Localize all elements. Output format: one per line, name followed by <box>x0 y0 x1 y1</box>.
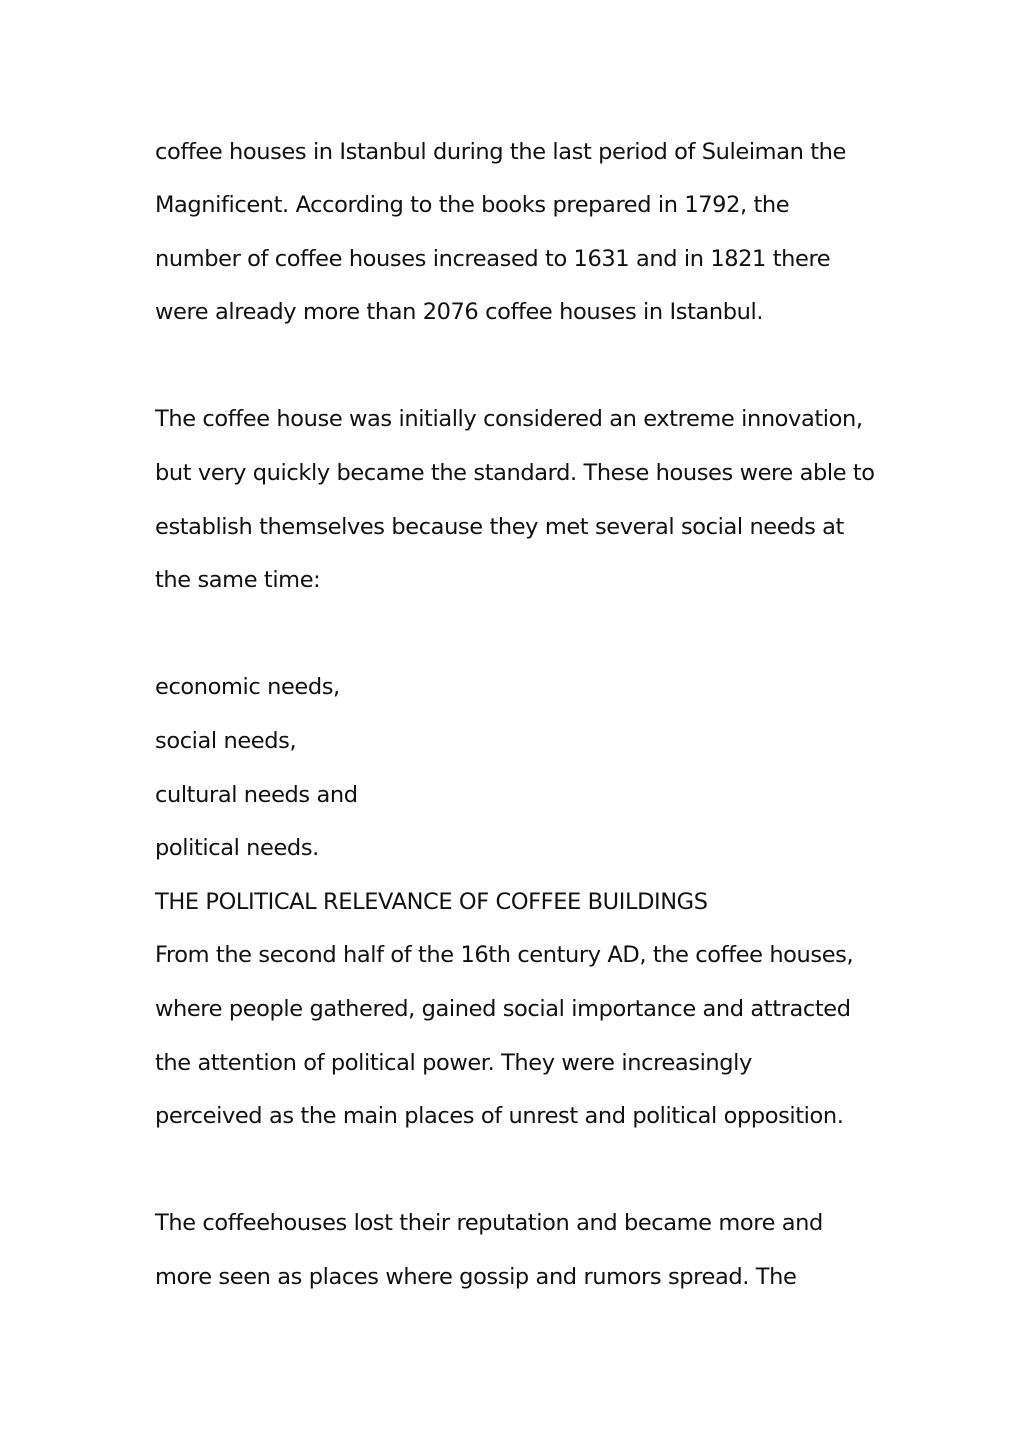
paragraph-2-line-4: the same time: <box>155 567 321 593</box>
needs-list-item-2: social needs, <box>155 728 297 754</box>
paragraph-3-line-1: From the second half of the 16th century AD, the coffee houses, <box>155 942 854 968</box>
paragraph-3-line-3: the attention of political power. They were increasingly <box>155 1050 752 1076</box>
needs-list-item-4: political needs. <box>155 835 319 861</box>
paragraph-1-line-1: coffee houses in Istanbul during the last period of Suleiman the <box>155 139 846 165</box>
paragraph-2-line-1: The coffee house was initially considered an extreme innovation, <box>155 406 863 432</box>
needs-list-item-3: cultural needs and <box>155 782 358 808</box>
paragraph-1-line-2: Magnificent. According to the books prepared in 1792, the <box>155 192 790 218</box>
section-heading: THE POLITICAL RELEVANCE OF COFFEE BUILDINGS <box>155 889 708 915</box>
paragraph-1-line-3: number of coffee houses increased to 1631 and in 1821 there <box>155 246 831 272</box>
paragraph-2-line-3: establish themselves because they met several social needs at <box>155 514 844 540</box>
paragraph-2-line-2: but very quickly became the standard. These houses were able to <box>155 460 875 486</box>
paragraph-4-line-1: The coffeehouses lost their reputation and became more and <box>155 1210 823 1236</box>
paragraph-1-line-4: were already more than 2076 coffee houses in Istanbul. <box>155 299 764 325</box>
paragraph-3-line-4: perceived as the main places of unrest and political opposition. <box>155 1103 844 1129</box>
paragraph-3-line-2: where people gathered, gained social importance and attracted <box>155 996 851 1022</box>
needs-list-item-1: economic needs, <box>155 674 340 700</box>
paragraph-4-line-2: more seen as places where gossip and rumors spread. The <box>155 1264 797 1290</box>
